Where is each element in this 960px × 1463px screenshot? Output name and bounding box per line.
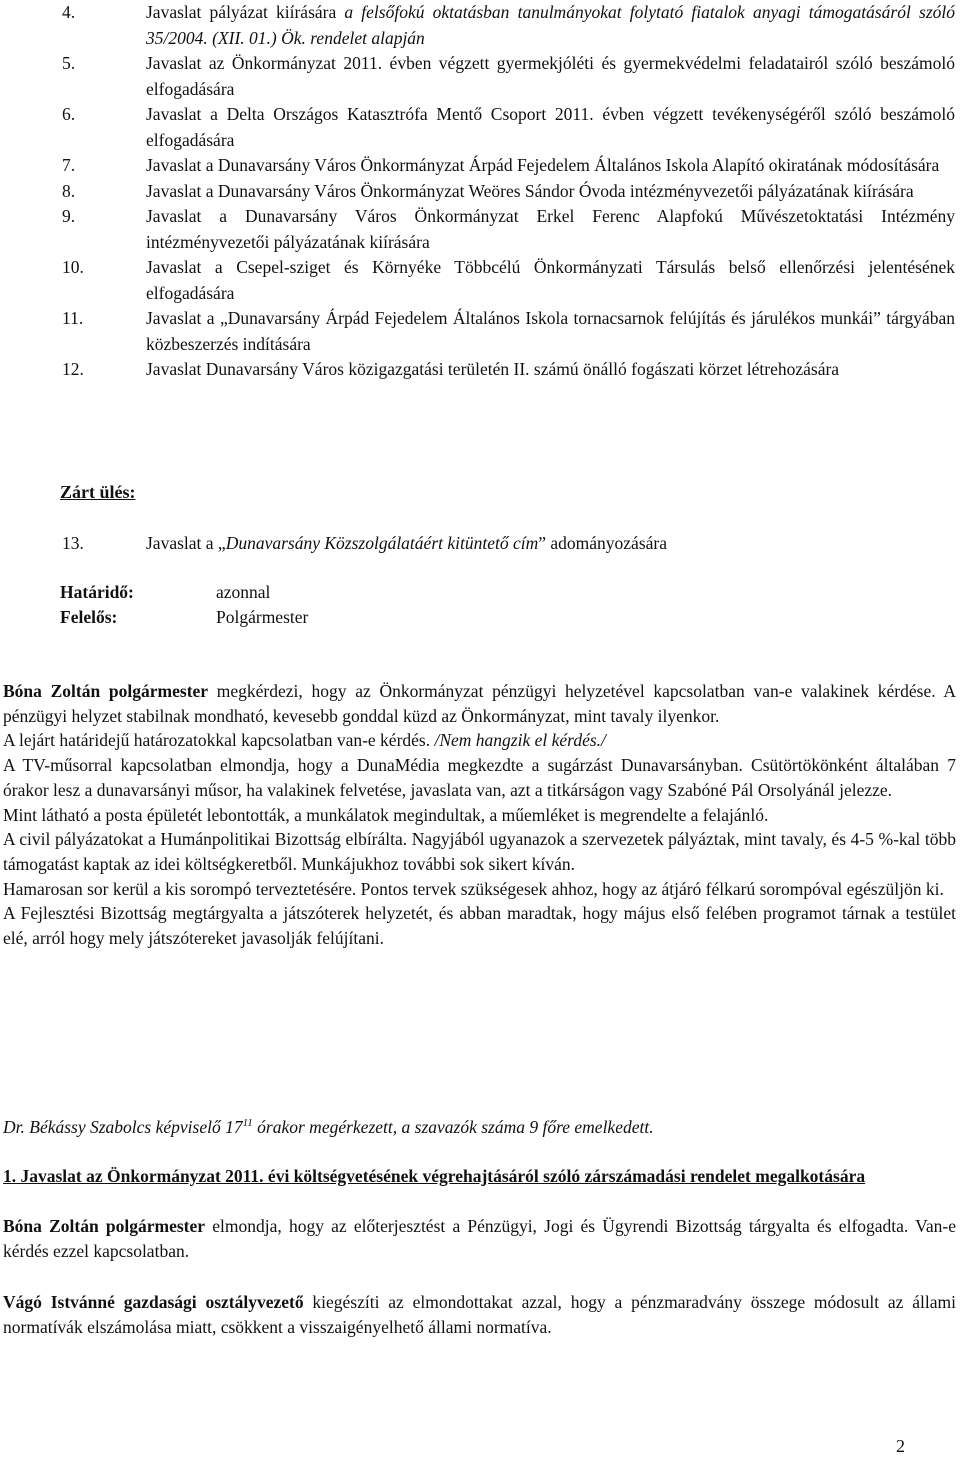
agenda-item-number: 11.	[62, 308, 84, 328]
agenda-item-number: 13.	[62, 533, 84, 553]
agenda-item-13	[62, 531, 955, 557]
agenda-item-text: Javaslat a Dunavarsány Város Önkormányzat Erkel Ferenc Alapfokú Művészetoktatási Intézmény intézményvezetői pályázatának kiírására	[146, 206, 955, 252]
agenda-item	[62, 153, 955, 179]
paragraph: A civil pályázatokat a Humánpolitikai Bizottság elbírálta. Nagyjából ugyanazok a szervezetek pályáztak, mint tavaly, és 4-5 %-kal több támogatást kaptak az idei költségkeretből. Munkájukhoz további sok sikert kíván.	[3, 829, 956, 874]
agenda-item	[62, 0, 955, 51]
paragraph: Bóna Zoltán polgármester megkérdezi, hogy az Önkormányzat pénzügyi helyzetével kapcsolatban van-e valakinek kérdése. A pénzügyi helyzet stabilnak mondható, kevesebb gonddal küzd az Önkormányzat, mint tavaly ilyenkor.	[3, 681, 956, 726]
agenda-item-text: Javaslat a „Dunavarsány Közszolgálatáért kitüntető cím” adományozására	[146, 533, 667, 553]
responsible-label: Felelős:	[60, 607, 118, 627]
agenda-item	[62, 204, 955, 255]
mayor-report	[3, 679, 956, 951]
section-1-title: 1. Javaslat az Önkormányzat 2011. évi költségvetésének végrehajtásáról szóló zárszámadási rendelet megalkotására	[3, 1166, 866, 1186]
agenda-item-number: 5.	[62, 53, 76, 73]
agenda-item-text: Javaslat Dunavarsány Város közigazgatási területén II. számú önálló fogászati körzet létrehozására	[146, 359, 840, 379]
arrival-note: Dr. Békássy Szabolcs képviselő $17^{11}$ órakor megérkezett, a szavazók száma 9 főre emelkedett.	[3, 1116, 654, 1137]
agenda-item	[62, 357, 955, 383]
agenda-item	[62, 51, 955, 102]
agenda-item	[62, 255, 955, 306]
deadline-value: azonnal	[216, 582, 271, 602]
agenda-item-text: Javaslat a Dunavarsány Város Önkormányzat Árpád Fejedelem Általános Iskola Alapító okiratának módosítására	[146, 155, 940, 175]
agenda-item-text: Javaslat az Önkormányzat 2011. évben végzett gyermekjóléti és gyermekvédelmi feladatairól szóló beszámoló elfogadására	[146, 53, 955, 99]
paragraph-mayor-section1: Bóna Zoltán polgármester elmondja, hogy az előterjesztést a Pénzügyi, Jogi és Ügyrendi Bizottság tárgyalta és elfogadta. Van-e kérdés ezzel kapcsolatban.	[3, 1216, 956, 1261]
paragraph: Hamarosan sor kerül a kis sorompó terveztetésére. Pontos tervek szükségesek ahhoz, hogy az átjáró félkarú sorompóval egészüljön ki.	[3, 878, 944, 899]
paragraph: A lejárt határidejű határozatokkal kapcsolatban van-e kérdés. /Nem hangzik el kérdés./	[3, 730, 606, 751]
agenda-item-number: 7.	[62, 155, 76, 175]
agenda-item-number: 9.	[62, 206, 76, 226]
agenda-item	[62, 306, 955, 357]
paragraph: A Fejlesztési Bizottság megtárgyalta a játszóterek helyzetét, és abban maradtak, hogy május első felében programot tárnak a testület elé, arról hogy mely játszótereket javasolják felújítani.	[3, 903, 956, 949]
agenda-item-number: 10.	[62, 257, 84, 277]
paragraph: A TV-műsorral kapcsolatban elmondja, hogy a DunaMédia megkezdte a sugárzást Dunavarsányban. Csütörtökönként általában 7 órakor lesz a dunavarsányi műsor, ha valakinek felvetése, javaslata van, azt a titkárságon vagy Szabóné Pál Orsolyánál jelezze.	[3, 755, 956, 800]
agenda-item-text: Javaslat a „Dunavarsány Árpád Fejedelem Általános Iskola tornacsarnok felújítás és járulékos munkái” tárgyában közbeszerzés indítására	[146, 308, 955, 354]
closed-session-heading: Zárt ülés:	[60, 482, 136, 502]
agenda-item-number: 8.	[62, 180, 76, 201]
paragraph-finance-head: Vágó Istvánné gazdasági osztályvezető kiegészíti az elmondottakat azzal, hogy a pénzmaradvány összege módosult az állami normatívák elszámolása miatt, csökkent a visszaigényelhető állami normatíva.	[3, 1292, 956, 1337]
paragraph: Mint látható a posta épületét lebontották, a munkálatok megindultak, a műemléket is megrendelte a felajánló.	[3, 804, 769, 825]
deadline-label: Határidő:	[60, 582, 134, 602]
agenda-item	[62, 102, 955, 153]
agenda-item-text: Javaslat a Dunavarsány Város Önkormányzat Weöres Sándor Óvoda intézményvezetői pályázatának kiírására	[146, 180, 914, 201]
agenda-item-number: 12.	[62, 359, 84, 379]
agenda-item-text: Javaslat a Delta Országos Katasztrófa Mentő Csoport 2011. évben végzett tevékenységéről szóló beszámoló elfogadására	[146, 104, 955, 150]
agenda-item-number: 4.	[62, 2, 76, 22]
agenda-item-number: 6.	[62, 104, 76, 124]
agenda-list	[62, 0, 955, 383]
page-number: 2	[896, 1436, 905, 1456]
agenda-item	[62, 179, 955, 205]
agenda-item-text: Javaslat a Csepel-sziget és Környéke Többcélú Önkormányzati Társulás belső ellenőrzési jelentésének elfogadására	[146, 257, 955, 303]
responsible-value: Polgármester	[216, 607, 309, 627]
agenda-item-text: Javaslat pályázat kiírására a felsőfokú oktatásban tanulmányokat folytató fiatalok anyagi támogatásáról szóló 35/2004. (XII. 01.) Ök. rendelet alapján	[146, 2, 955, 48]
